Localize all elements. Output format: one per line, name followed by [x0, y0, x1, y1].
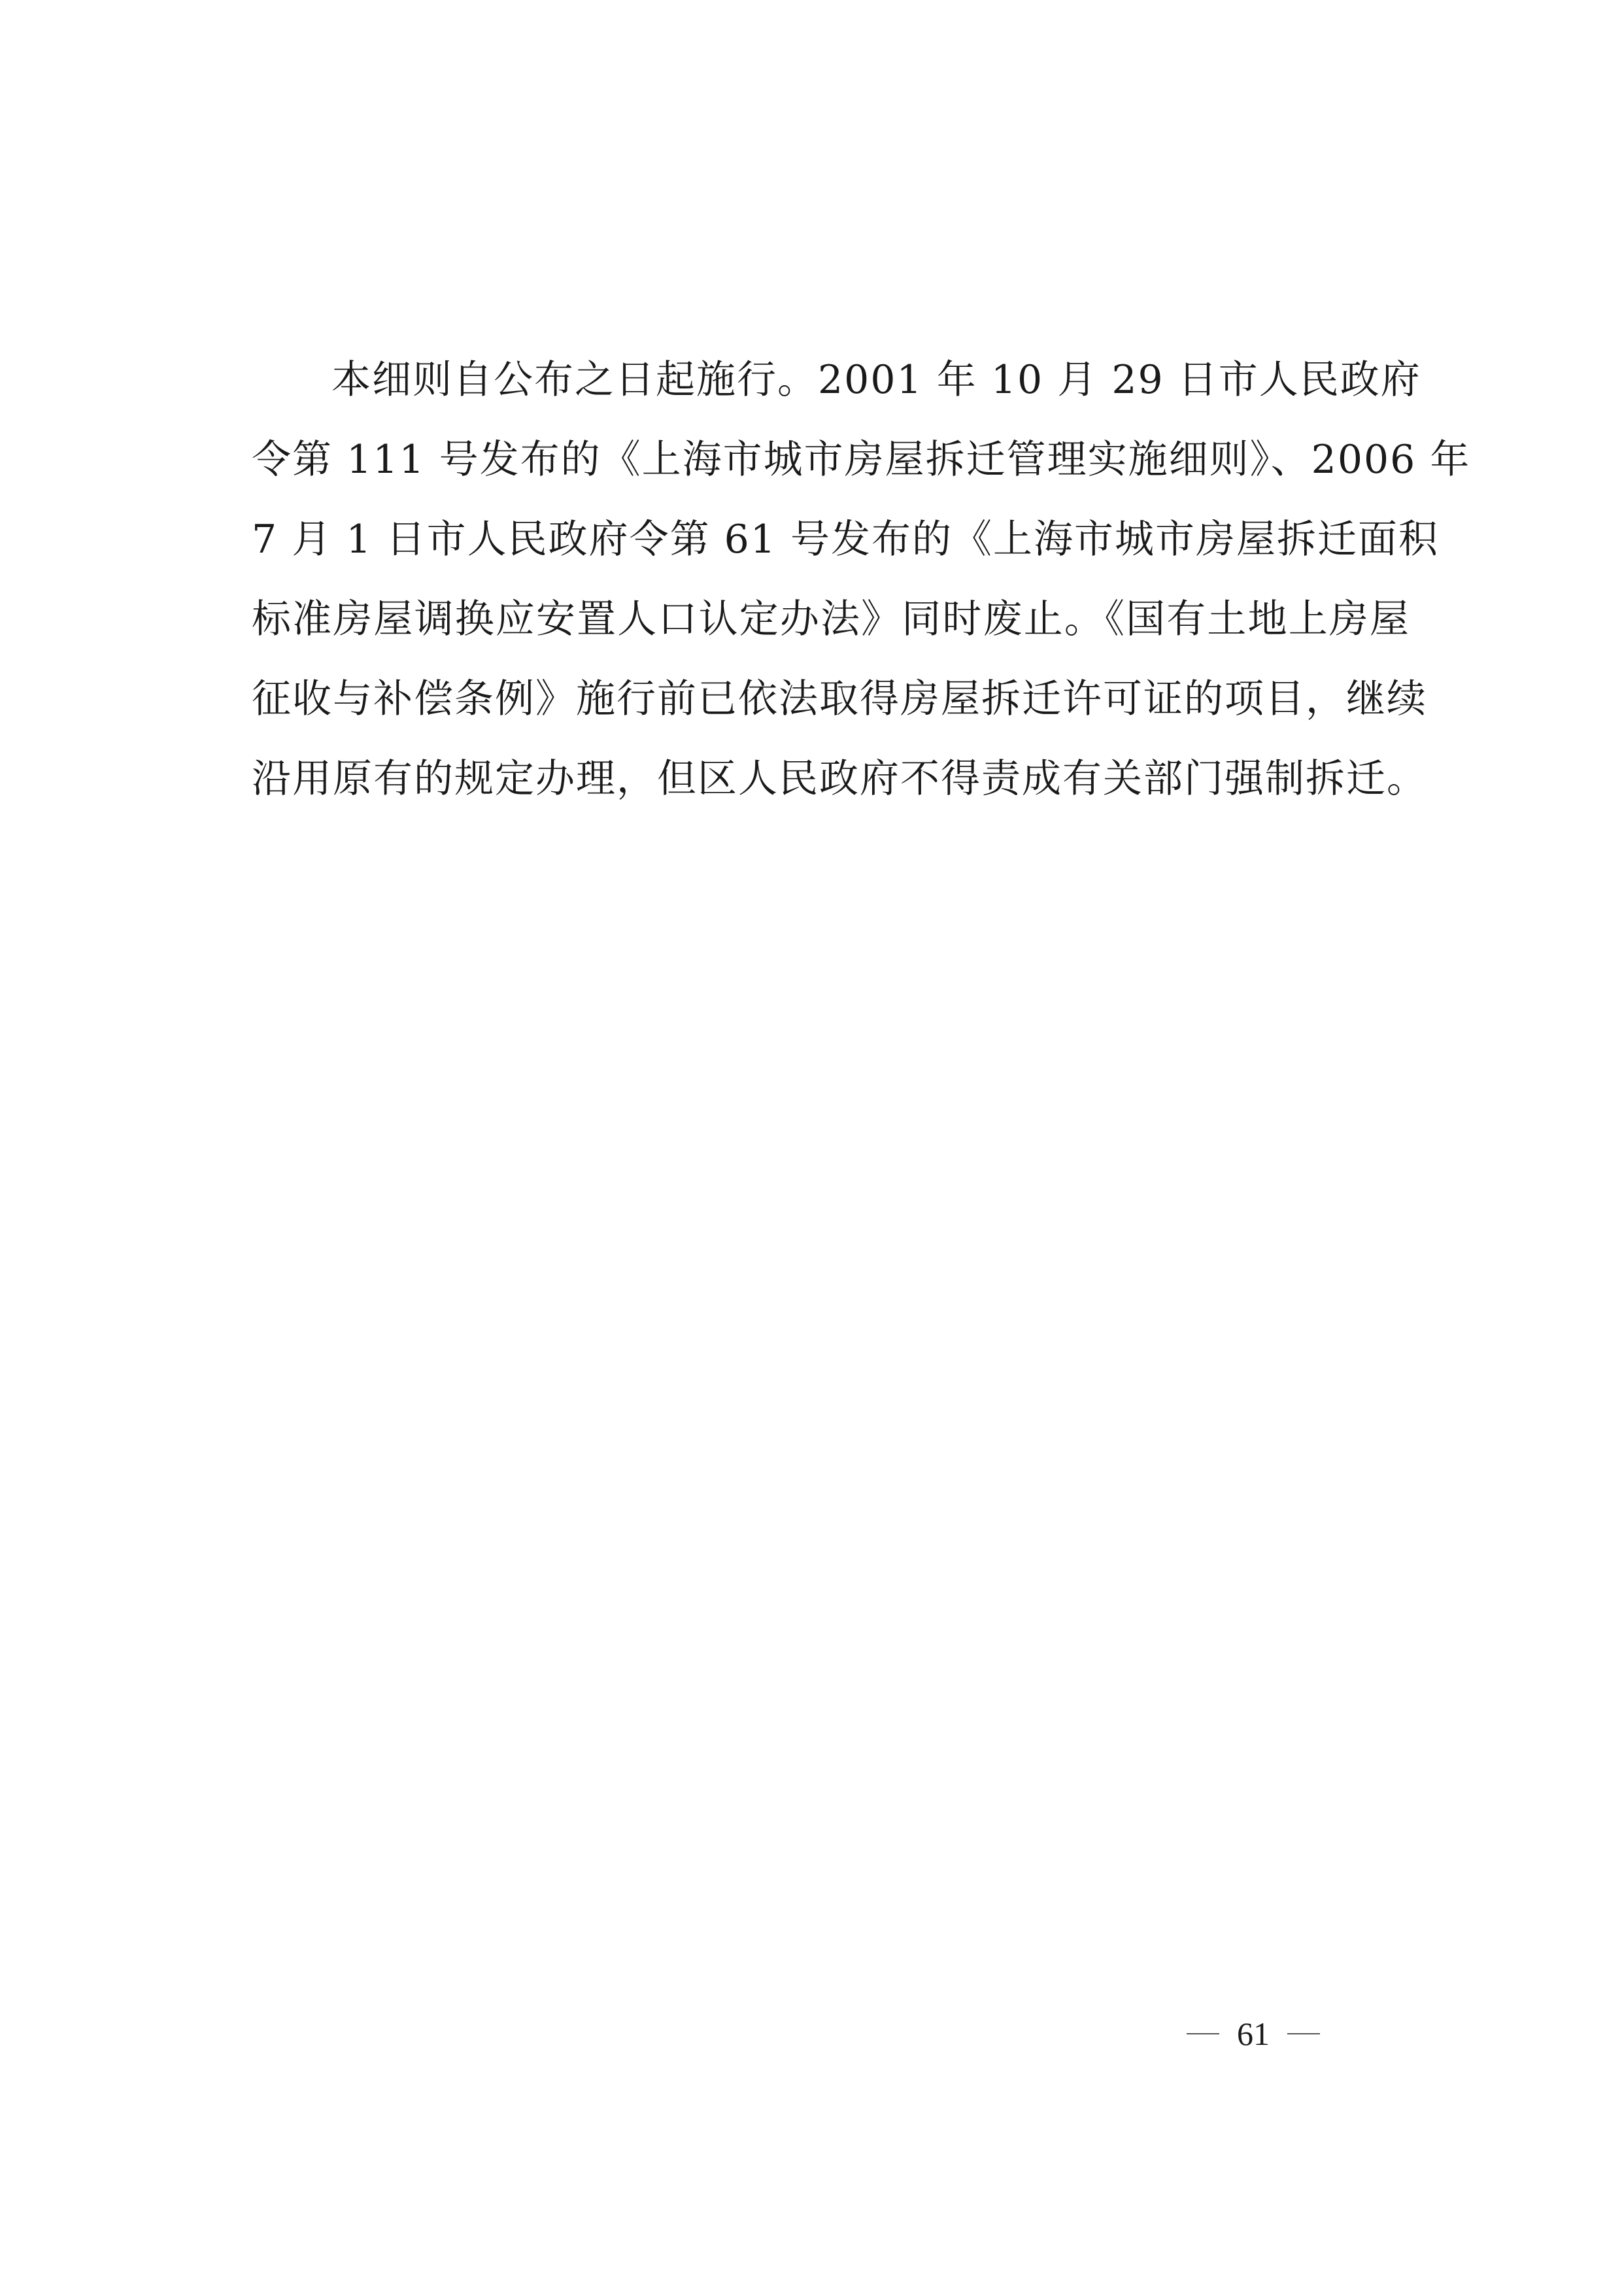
- paragraph-line-6: 沿用原有的规定办理，但区人民政府不得责成有关部门强制拆迁。: [252, 756, 1427, 802]
- paragraph-line-3: 7 月 1 日市人民政府令第 61 号发布的《上海市城市房屋拆迁面积: [252, 517, 1440, 562]
- body-paragraph: [252, 340, 1471, 819]
- footer-dash-left: [1187, 2033, 1219, 2034]
- paragraph-line-1: 本细则自公布之日起施行。2001 年 10 月 29 日市人民政府: [331, 357, 1421, 403]
- paragraph-line-2: 令第 111 号发布的《上海市城市房屋拆迁管理实施细则》、2006 年: [252, 437, 1471, 483]
- paragraph-line-4: 标准房屋调换应安置人口认定办法》同时废止。《国有土地上房屋: [252, 596, 1410, 642]
- footer-dash-right: [1287, 2033, 1320, 2034]
- paragraph-line-5: 征收与补偿条例》施行前已依法取得房屋拆迁许可证的项目，继续: [252, 676, 1427, 722]
- page-footer: [1187, 2008, 1320, 2060]
- page-number: 61: [1237, 2015, 1270, 2052]
